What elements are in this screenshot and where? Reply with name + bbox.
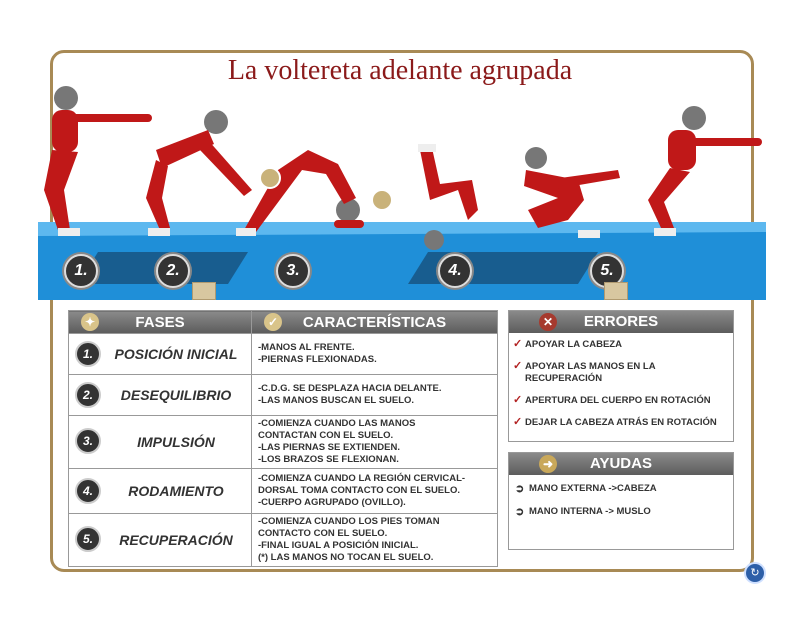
page-title: La voltereta adelante agrupada (227, 55, 573, 86)
lightbulb-icon: ✦ (81, 313, 99, 331)
logo-icon: ↻ (744, 562, 766, 584)
error-item: ✓ APOYAR LA CABEZA (513, 338, 622, 350)
figure-step-3 (236, 150, 364, 236)
characteristic-line: DORSAL TOMA CONTACTO CON EL SUELO. (258, 485, 460, 496)
table-row (69, 375, 498, 416)
check-icon: ✓ (513, 394, 523, 406)
error-item: ✓ APERTURA DEL CUERPO EN ROTACIÓN (513, 394, 711, 406)
characteristic-line: (*) LAS MANOS NO TOCAN EL SUELO. (258, 552, 434, 563)
characteristic-line: -LAS MANOS BUSCAN EL SUELO. (258, 395, 415, 406)
sequence-illustration (38, 80, 766, 250)
phase-name: IMPULSIÓN (137, 434, 215, 450)
characteristic-line: -COMIENZA CUANDO LA REGIÓN CERVICAL- (258, 473, 466, 484)
phases-header: ✦ FASES (69, 311, 252, 334)
characteristic-line: CONTACTO CON EL SUELO. (258, 528, 388, 539)
table-row (69, 416, 498, 469)
check-icon: ✓ (513, 360, 523, 372)
figure-step-2 (146, 110, 252, 236)
x-icon: ✕ (539, 313, 557, 331)
helps-header: ➜ AYUDAS (509, 453, 733, 475)
helps-panel (508, 452, 734, 550)
characteristic-line: -CUERPO AGRUPADO (OVILLO). (258, 497, 406, 508)
figure-step-4 (418, 144, 478, 250)
step-number-5: 5. (590, 254, 624, 288)
phase-number: 3. (75, 428, 101, 454)
error-item: ✓ DEJAR LA CABEZA ATRÁS EN ROTACIÓN (513, 416, 717, 428)
characteristic-line: -LAS PIERNAS SE EXTIENDEN. (258, 442, 400, 453)
characteristic-line: -FINAL IGUAL A POSICIÓN INICIAL. (258, 540, 419, 551)
return-arrow-icon: ➲ (515, 506, 525, 518)
characteristic-line: -C.D.G. SE DESPLAZA HACIA DELANTE. (258, 383, 442, 394)
characteristic-line: -LOS BRAZOS SE FLEXIONAN. (258, 454, 399, 465)
characteristic-line: -PIERNAS FLEXIONADAS. (258, 354, 377, 365)
phase-name: RECUPERACIÓN (119, 532, 233, 548)
phases-table (68, 310, 498, 567)
figure-step-1 (44, 86, 152, 236)
errors-header: ✕ ERRORES (509, 311, 733, 333)
figure-step-5 (524, 147, 620, 238)
help-item: ➲ MANO EXTERNA ->CABEZA (515, 483, 657, 495)
table-row (69, 469, 498, 514)
phase-number: 4. (75, 478, 101, 504)
phase-name: RODAMIENTO (128, 483, 224, 499)
return-arrow-icon: ➲ (515, 483, 525, 495)
check-icon: ✓ (513, 338, 523, 350)
check-icon: ✓ (264, 313, 282, 331)
characteristic-line: CONTACTAN CON EL SUELO. (258, 430, 394, 441)
phase-number: 1. (75, 341, 101, 367)
phase-name: POSICIÓN INICIAL (114, 346, 238, 362)
arrow-icon: ➜ (539, 455, 557, 473)
step-number-1: 1. (64, 254, 98, 288)
table-row (69, 514, 498, 567)
characteristic-line: -COMIENZA CUANDO LOS PIES TOMAN (258, 516, 440, 527)
characteristic-line: -COMIENZA CUANDO LAS MANOS (258, 418, 416, 429)
phase-number: 2. (75, 382, 101, 408)
box-prop (192, 282, 216, 300)
table-row (69, 334, 498, 375)
step-number-4: 4. (438, 254, 472, 288)
phase-name: DESEQUILIBRIO (120, 387, 232, 403)
errors-panel (508, 310, 734, 442)
check-icon: ✓ (513, 416, 523, 428)
figure-step-6 (648, 106, 762, 236)
step-number-2: 2. (156, 254, 190, 288)
box-prop (604, 282, 628, 300)
help-item: ➲ MANO INTERNA -> MUSLO (515, 506, 651, 518)
characteristics-header: ✓ CARACTERÍSTICAS (252, 311, 498, 334)
phase-number: 5. (75, 526, 101, 552)
step-number-3: 3. (276, 254, 310, 288)
error-item: ✓ APOYAR LAS MANOS EN LA RECUPERACIÓN (513, 360, 656, 384)
characteristic-line: -MANOS AL FRENTE. (258, 342, 355, 353)
